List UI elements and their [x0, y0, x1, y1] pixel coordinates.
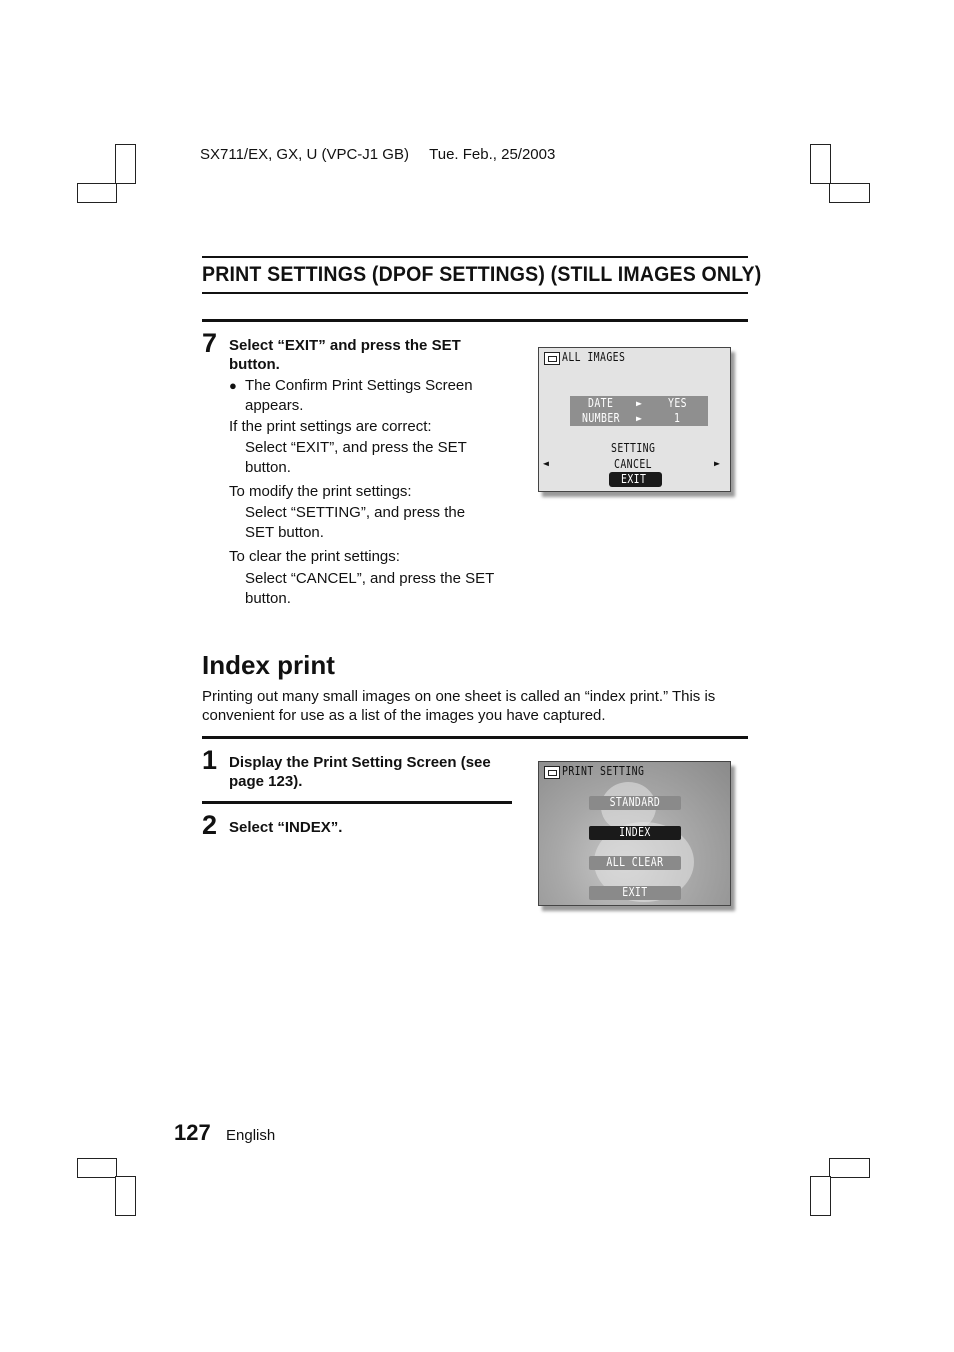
- left-arrow-icon[interactable]: ◄: [543, 456, 550, 470]
- step7-rule: [202, 319, 748, 322]
- date-arrow-icon: ►: [636, 396, 643, 410]
- screen1-title: ALL IMAGES: [562, 350, 626, 364]
- modify-line1: Select “SETTING”, and press the: [245, 504, 466, 521]
- print-icon: [544, 352, 560, 365]
- step7-number: 7: [202, 328, 218, 358]
- date-label: DATE: [588, 396, 614, 410]
- option-cancel[interactable]: CANCEL: [614, 457, 653, 471]
- menu-index[interactable]: [589, 826, 681, 840]
- menu-exit[interactable]: [589, 886, 681, 900]
- menu-all-clear-label: ALL CLEAR: [606, 855, 664, 869]
- crop-mark-top-left-vertical: [115, 144, 136, 184]
- step7-bullet-line2: appears.: [245, 397, 304, 414]
- crop-mark-bottom-left-vertical: [115, 1176, 136, 1216]
- step2-title: Select “INDEX”.: [229, 819, 343, 836]
- step1-rule: [202, 736, 748, 739]
- page-number: 127: [174, 1120, 211, 1145]
- modify-label: To modify the print settings:: [229, 483, 412, 500]
- clear-label: To clear the print settings:: [229, 548, 400, 565]
- step1-number: 1: [202, 745, 218, 775]
- model-label: SX711/EX, GX, U (VPC-J1 GB): [200, 146, 409, 163]
- menu-standard[interactable]: [589, 796, 681, 810]
- date-number-panel: [570, 396, 708, 426]
- section-title-box: [202, 256, 762, 294]
- correct-line1: Select “EXIT”, and press the SET: [245, 439, 467, 456]
- crop-mark-top-right-vertical: [810, 144, 831, 184]
- menu-index-label: INDEX: [619, 825, 651, 839]
- date-value: YES: [668, 396, 688, 410]
- step2-rule: [202, 801, 512, 804]
- bullet-dot: ●: [229, 378, 237, 393]
- option-exit[interactable]: EXIT: [621, 472, 647, 486]
- number-arrow-icon: ►: [636, 411, 643, 425]
- step7-title-line2: button.: [229, 356, 280, 373]
- section-title: PRINT SETTINGS (DPOF SETTINGS) (STILL IMAGES ONLY): [202, 263, 762, 286]
- print-setting-screen: [538, 761, 731, 906]
- modify-line2: SET button.: [245, 524, 324, 541]
- crop-mark-bottom-right-horizontal: [829, 1158, 870, 1178]
- print-icon: [544, 766, 560, 779]
- menu-exit-label: EXIT: [622, 885, 648, 899]
- confirm-print-settings-screen: [538, 347, 731, 492]
- screen2-title: PRINT SETTING: [562, 764, 645, 778]
- index-print-heading: Index print: [202, 650, 335, 680]
- index-intro-line2: convenient for use as a list of the images you have captured.: [202, 707, 606, 724]
- date-label: Tue. Feb., 25/2003: [429, 146, 556, 163]
- crop-mark-top-left-horizontal: [77, 183, 117, 203]
- crop-mark-bottom-right-vertical: [810, 1176, 831, 1216]
- number-label: NUMBER: [582, 411, 621, 425]
- crop-mark-top-right-horizontal: [829, 183, 870, 203]
- clear-line1: Select “CANCEL”, and press the SET: [245, 570, 495, 587]
- step2-number: 2: [202, 810, 218, 840]
- step1-title-line2: page 123).: [229, 773, 303, 790]
- correct-label: If the print settings are correct:: [229, 418, 432, 435]
- number-value: 1: [674, 411, 681, 425]
- crop-mark-bottom-left-horizontal: [77, 1158, 117, 1178]
- option-setting[interactable]: SETTING: [611, 441, 656, 455]
- clear-line2: button.: [245, 590, 291, 607]
- index-intro-line1: Printing out many small images on one sheet is called an “index print.” This is: [202, 688, 716, 705]
- menu-standard-label: STANDARD: [609, 795, 661, 809]
- step7-bullet-line1: The Confirm Print Settings Screen: [245, 377, 473, 394]
- right-arrow-icon[interactable]: ►: [714, 456, 721, 470]
- page-language: English: [226, 1127, 276, 1144]
- correct-line2: button.: [245, 459, 291, 476]
- document-header: [200, 146, 555, 163]
- menu-all-clear[interactable]: [589, 856, 681, 870]
- step7-title-line1: Select “EXIT” and press the SET: [229, 337, 461, 354]
- step1-title-line1: Display the Print Setting Screen (see: [229, 754, 491, 771]
